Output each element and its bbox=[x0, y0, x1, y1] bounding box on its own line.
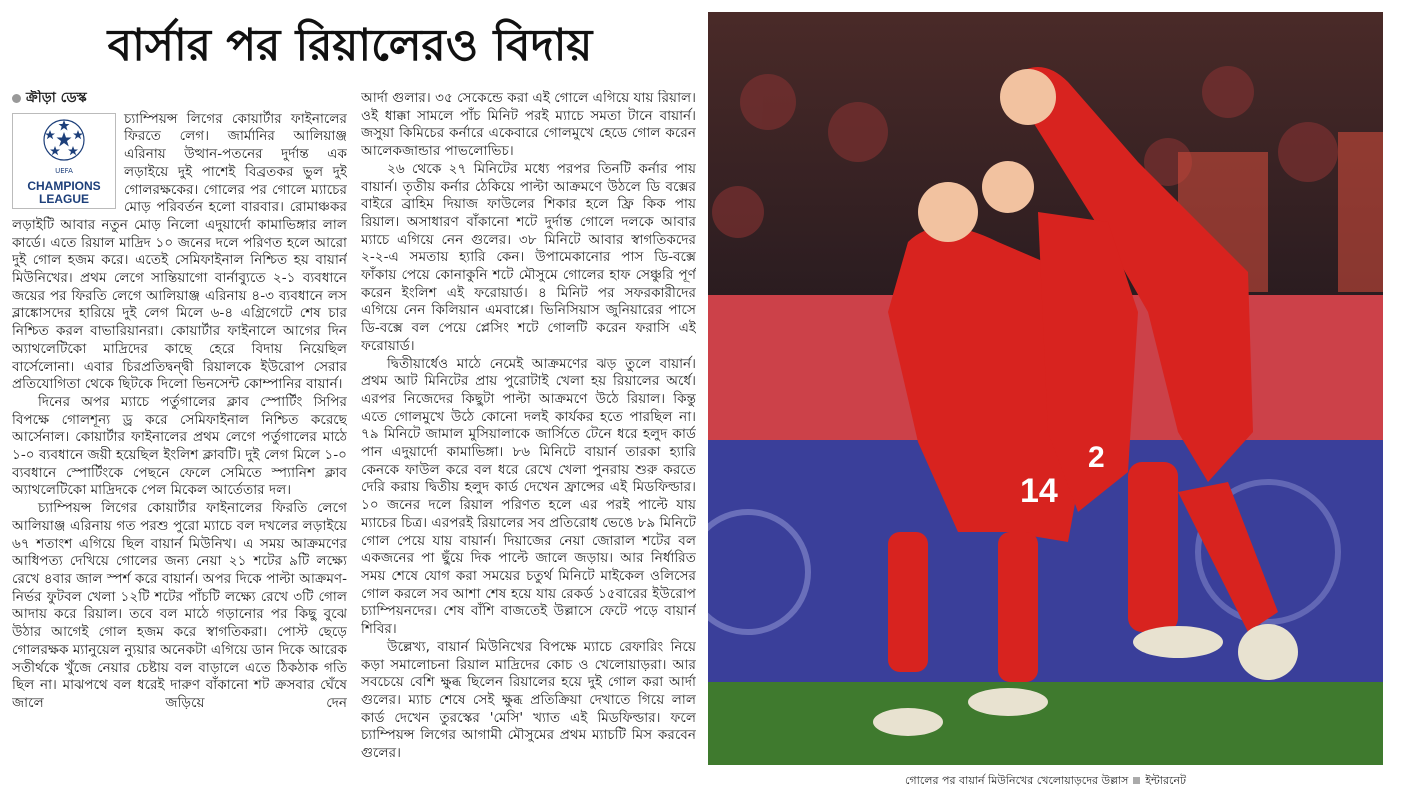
article-column-1 bbox=[12, 90, 347, 795]
article-column-2 bbox=[361, 90, 696, 795]
players-celebrating-image bbox=[708, 12, 1383, 765]
bullet-icon bbox=[12, 94, 21, 103]
photo-caption bbox=[708, 772, 1383, 791]
match-photo bbox=[708, 12, 1383, 765]
photo-credit: ইন্টারনেট bbox=[1145, 774, 1187, 787]
paragraph: দ্বিতীয়ার্ধেও মাঠে নেমেই আক্রমণের ঝড় তুলে বায়ার্ন। প্রথম আট মিনিটের প্রায় পুরোটাই খেলা হয় রিয়ালের অর্ধে। এরপর নিজেদের কিছুটা পাল্টা আক্রমণে উঠে রিয়াল। কিন্তু এতে গোলমুখে উঠে কোনো দলই কার্যকর হতে পারছিল না। ৭৯ মিনিটে জামাল মুসিয়ালাকে জার্সিতে টেনে ধরে হলুদ কার্ড পান এদুয়ার্দো কামাভিঙ্গা। ৮৬ মিনিটে বায়ার্ন তারকা হ্যারি কেনকে ফাউল করে বল ধরে রেখে খেলা পুনরায় শুরু করতে দেরি করায় দ্বিতীয় হলুদ কার্ড দেখেন ফ্রান্সের এই মিডফিল্ডার। ১০ জনের দলে রিয়াল পরিণত হলে এর পরই পাল্টে যায় ম্যাচের চিত্র। এরপরই রিয়ালের সব প্রতিরোধ ভেঙে ৮৯ মিনিটে গোল পেয়ে যায় বায়ার্ন। দিয়াজের নেয়া জোরাল শটের বল একজনের পা ছুঁয়ে দিক পাল্টে জালে জড়ায়। আর নির্ধারিত সময় শেষে যোগ করা সময়ের চতুর্থ মিনিটে মাইকেল ওলিসের গোল করলে সব আশা শেষ হয়ে যায় রেকর্ড ১৫বারের ইউরোপ চ্যাম্পিয়নদের। শেষ বাঁশি বাজতেই উল্লাসে ফেটে পড়ে বায়ার্ন শিবির। bbox=[361, 355, 696, 638]
paragraph: আর্দা গুলার। ৩৫ সেকেন্ডে করা এই গোলে এগিয়ে যায় রিয়াল। ওই ধাক্কা সামলে পাঁচ মিনিট পরই ম্যাচে সমতা টানে বায়ার্ন। জসুয়া কিমিচের কর্নারে একেবারে গোলমুখে হেডে গোল করেন আলেকজান্ডার পাভলোভিচ। bbox=[361, 90, 696, 160]
logo-uefa-text: UEFA bbox=[55, 166, 73, 175]
caption-text: গোলের পর বায়ার্ন মিউনিখের খেলোয়াড়দের উল্লাস bbox=[904, 774, 1129, 787]
byline bbox=[12, 90, 347, 108]
jersey-number: 2 bbox=[1088, 441, 1105, 474]
logo-line-1: CHAMPIONS bbox=[27, 179, 101, 194]
jersey-number: 14 bbox=[1020, 472, 1058, 510]
paragraph: উল্লেখ্য, বায়ার্ন মিউনিখের বিপক্ষে ম্যাচে রেফারিং নিয়ে কড়া সমালোচনা রিয়াল মাদ্রিদের কোচ ও খেলোয়াড়রা। আর সবচেয়ে বেশি ক্ষুব্ধ ছিলেন রিয়ালের হয়ে দুই গোল করা আর্দা গুলের। ম্যাচ শেষে সেই ক্ষুব্ধ প্রতিক্রিয়া দেখাতে গিয়ে লাল কার্ড দেখেন তুরস্কের 'মেসি' খ্যাত এই মিডফিল্ডার। ফলে চ্যাম্পিয়ন্স লিগের আগামী মৌসুমের প্রথম ম্যাচটি মিস করবেন গুলের। bbox=[361, 638, 696, 762]
starball-icon bbox=[42, 118, 86, 162]
paragraph: চ্যাম্পিয়ন্স লিগের কোয়ার্টার ফাইনালের ফিরতে লেগ। জার্মানির আলিয়াঞ্জ এরিনায় উত্থান-পতনের দুর্দান্ত এক লড়াইয়ে দুই পাশেই বিব্রতকর ভুল দুই গোলরক্ষকের। গোলের পর গোলে ম্যাচের মোড় পরিবর্তন হলো বারবার। রোমাঞ্চকর লড়াইটি আবার নতুন মোড় নিলো এদুয়ার্দো কামাভিঙ্গার লাল কার্ডে। এতে রিয়াল মাদ্রিদ ১০ জনের দলে পরিণত হলে আরো দুই গোল হজম করে। এতেই সেমিফাইনাল নিশ্চিত হয় বায়ার্ন মিউনিখের। প্রথম লেগে সান্তিয়াগো বার্নাব্যুতে ২-১ ব্যবধানে জয়ের পর ফিরতি লেগে আলিয়াঞ্জ এরিনায় ৪-৩ ব্যবধানে লস ব্লাঙ্কোসদের হারিয়ে দুই লেগ মিলে ৬-৪ এগ্রিগেটে শেষ চার নিশ্চিত করল বাভারিয়ানরা। কোয়ার্টার ফাইনালে আগের দিন অ্যাথলেটিকো মাদ্রিদের কাছে হেরে বিদায় নিয়েছিল বার্সেলোনা। এবার চিরপ্রতিদ্বন্দ্বী রিয়ালকে ইউরোপ সেরার প্রতিযোগিতা থেকে ছিটকে দিলো ভিনসেন্ট কোম্পানির বায়ার্ন। bbox=[12, 110, 347, 393]
paragraph: দিনের অপর ম্যাচে পর্তুগালের ক্লাব স্পোর্টিং সিপির বিপক্ষে গোলশূন্য ড্র করে সেমিফাইনাল নিশ্চিত করেছে আর্সেনাল। কোয়ার্টার ফাইনালের প্রথম লেগে পর্তুগালের মাঠে ১-০ ব্যবধানে জয়ী হয়েছিল ইংলিশ ক্লাবটি। দুই লেগ মিলে ১-০ ব্যবধানে স্পোর্টিংকে পেছনে ফেলে সেমিতে স্প্যানিশ ক্লাব অ্যাথলেটিকো মাদ্রিদকে পেল মিকেল আর্তেতার দল। bbox=[12, 393, 347, 499]
byline-text: ক্রীড়া ডেস্ক bbox=[26, 90, 87, 106]
logo-line-2: LEAGUE bbox=[38, 192, 89, 207]
paragraph: চ্যাম্পিয়ন্স লিগের কোয়ার্টার ফাইনালের ফিরতি লেগে আলিয়াঞ্জ এরিনায় গত পরশু পুরো ম্যাচে বল দখলের লড়াইয়ে ৬৭ শতাংশ এগিয়ে ছিল বায়ার্ন মিউনিখ। এ সময় আক্রমণের আধিপত্য দেখিয়ে গোলের জন্য নেয়া ২১ শটের ৯টি লক্ষ্যে রেখে ৪বার জাল স্পর্শ করে বায়ার্ন। অপর দিকে পাল্টা আক্রমণ-নির্ভর ফুটবল খেলা ১২টি শটের পাঁচটি লক্ষ্যে রেখে ৩টি গোল আদায় করে রিয়াল। তবে বল মাঠে গড়ানোর পর কিছু বুঝে উঠার আগেই গোল হজম করে স্বাগতিকরা। পোস্ট ছেড়ে গোলরক্ষক ম্যানুয়েল ন্যুয়ার অনেকটা এগিয়ে ডান দিকে আরেক সতীর্থকে খুঁজে নেয়ার চেষ্টায় বল বাড়ালে এতে ঠিকঠাক গতি ছিল না। মাঝপথে বল ধরেই দারুণ বাঁকানো শট ক্রসবার ঘেঁষে জালে জড়িয়ে দেন bbox=[12, 500, 347, 711]
separator-square-icon bbox=[1133, 777, 1140, 784]
headline: বার্সার পর রিয়ালেরও বিদায় bbox=[107, 20, 593, 71]
champions-league-logo bbox=[12, 113, 116, 209]
paragraph: ২৬ থেকে ২৭ মিনিটের মধ্যে পরপর তিনটি কর্নার পায় বায়ার্ন। তৃতীয় কর্নার ঠেকিয়ে পাল্টা আক্রমণে উঠলে ডি বক্সের বাইরে ব্রাহিম দিয়াজ ফাউলের শিকার হলে ফ্রি কিক পায় রিয়াল। অসাধারণ বাঁকানো শটে দুর্দান্ত গোলে দলকে আবার ম্যাচে এগিয়ে নেন গুলের। ৩৮ মিনিটে আবার স্বাগতিকদের ২-২-এ সমতায় হ্যারি কেন। উপামেকানোর পাস ডি-বক্সে ফাঁকায় পেয়ে কোনাকুনি শটে মৌসুমে গোলের হাফ সেঞ্চুরি পূর্ণ করেন ইংলিশ এই ফরোয়ার্ড। ৪ মিনিট পর সফরকারীদের এগিয়ে নেন কিলিয়ান এমবাপ্পে। ভিনিসিয়াস জুনিয়ারের পাসে ডি-বক্সে বল পেয়ে প্লেসিং শটে গোলটি করেন ফরাসি এই ফরোয়ার্ড। bbox=[361, 160, 696, 354]
